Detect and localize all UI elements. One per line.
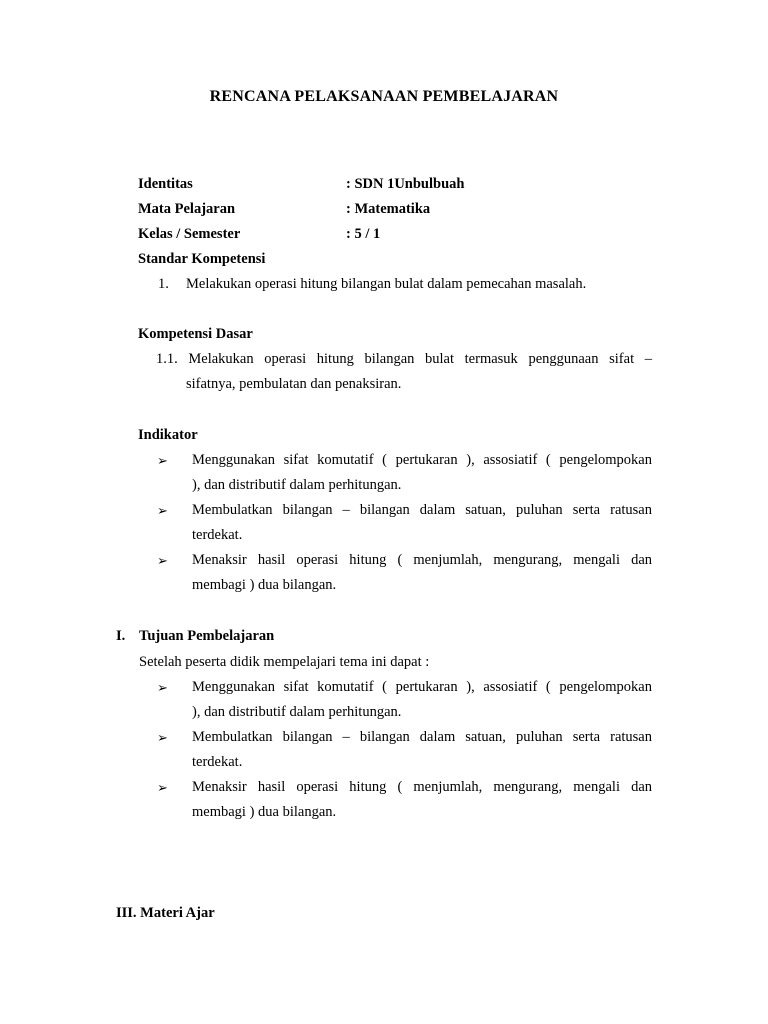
kompetensi-dasar-line-1: 1.1. Melakukan operasi hitung bilangan bulat termasuk penggunaan sifat – xyxy=(156,351,652,367)
arrow-bullet-icon: ➢ xyxy=(157,730,168,745)
arrow-bullet-icon: ➢ xyxy=(157,453,168,468)
arrow-bullet-icon: ➢ xyxy=(157,680,168,695)
identity-label-mata-pelajaran: Mata Pelajaran xyxy=(138,201,236,217)
identity-value-mata-pelajaran: : Matematika xyxy=(346,201,431,217)
tujuan-item-2-line-1: Membulatkan bilangan – bilangan dalam satuan, puluhan serta ratusan xyxy=(192,729,652,745)
tujuan-item-1-line-1: Menggunakan sifat komutatif ( pertukaran ), assosiatif ( pengelompokan xyxy=(192,679,652,695)
tujuan-numeral: I. xyxy=(116,628,126,644)
indikator-item-3-line-1: Menaksir hasil operasi hitung ( menjumlah, mengurang, mengali dan xyxy=(192,552,652,568)
kompetensi-dasar-line-2: sifatnya, pembulatan dan penaksiran. xyxy=(186,376,402,392)
tujuan-item-2-line-2: terdekat. xyxy=(192,754,243,770)
indikator-item-2-line-1: Membulatkan bilangan – bilangan dalam satuan, puluhan serta ratusan xyxy=(192,502,652,518)
indikator-item-2-line-2: terdekat. xyxy=(192,527,243,543)
standar-kompetensi-text: Melakukan operasi hitung bilangan bulat dalam pemecahan masalah. xyxy=(186,276,587,292)
tujuan-item-1-line-2: ), dan distributif dalam perhitungan. xyxy=(192,704,402,720)
arrow-bullet-icon: ➢ xyxy=(157,780,168,795)
identity-value-kelas-semester: : 5 / 1 xyxy=(346,226,381,242)
tujuan-heading: Tujuan Pembelajaran xyxy=(139,628,275,644)
kompetensi-dasar-heading: Kompetensi Dasar xyxy=(138,326,253,342)
tujuan-intro: Setelah peserta didik mempelajari tema ini dapat : xyxy=(139,654,430,670)
standar-kompetensi-number: 1. xyxy=(158,276,169,292)
arrow-bullet-icon: ➢ xyxy=(157,553,168,568)
tujuan-item-3-line-1: Menaksir hasil operasi hitung ( menjumlah, mengurang, mengali dan xyxy=(192,779,652,795)
indikator-heading: Indikator xyxy=(138,427,198,443)
indikator-item-1-line-1: Menggunakan sifat komutatif ( pertukaran ), assosiatif ( pengelompokan xyxy=(192,452,652,468)
page-title: RENCANA PELAKSANAAN PEMBELAJARAN xyxy=(209,88,559,105)
identity-label-identitas: Identitas xyxy=(138,176,193,192)
tujuan-item-3-line-2: membagi ) dua bilangan. xyxy=(192,804,337,820)
indikator-item-1-line-2: ), dan distributif dalam perhitungan. xyxy=(192,477,402,493)
identity-value-identitas: : SDN 1Unbulbuah xyxy=(346,176,465,192)
standar-kompetensi-heading: Standar Kompetensi xyxy=(138,251,266,267)
materi-ajar-heading: III. Materi Ajar xyxy=(116,905,215,921)
identity-label-kelas-semester: Kelas / Semester xyxy=(138,226,241,242)
indikator-item-3-line-2: membagi ) dua bilangan. xyxy=(192,577,337,593)
arrow-bullet-icon: ➢ xyxy=(157,503,168,518)
